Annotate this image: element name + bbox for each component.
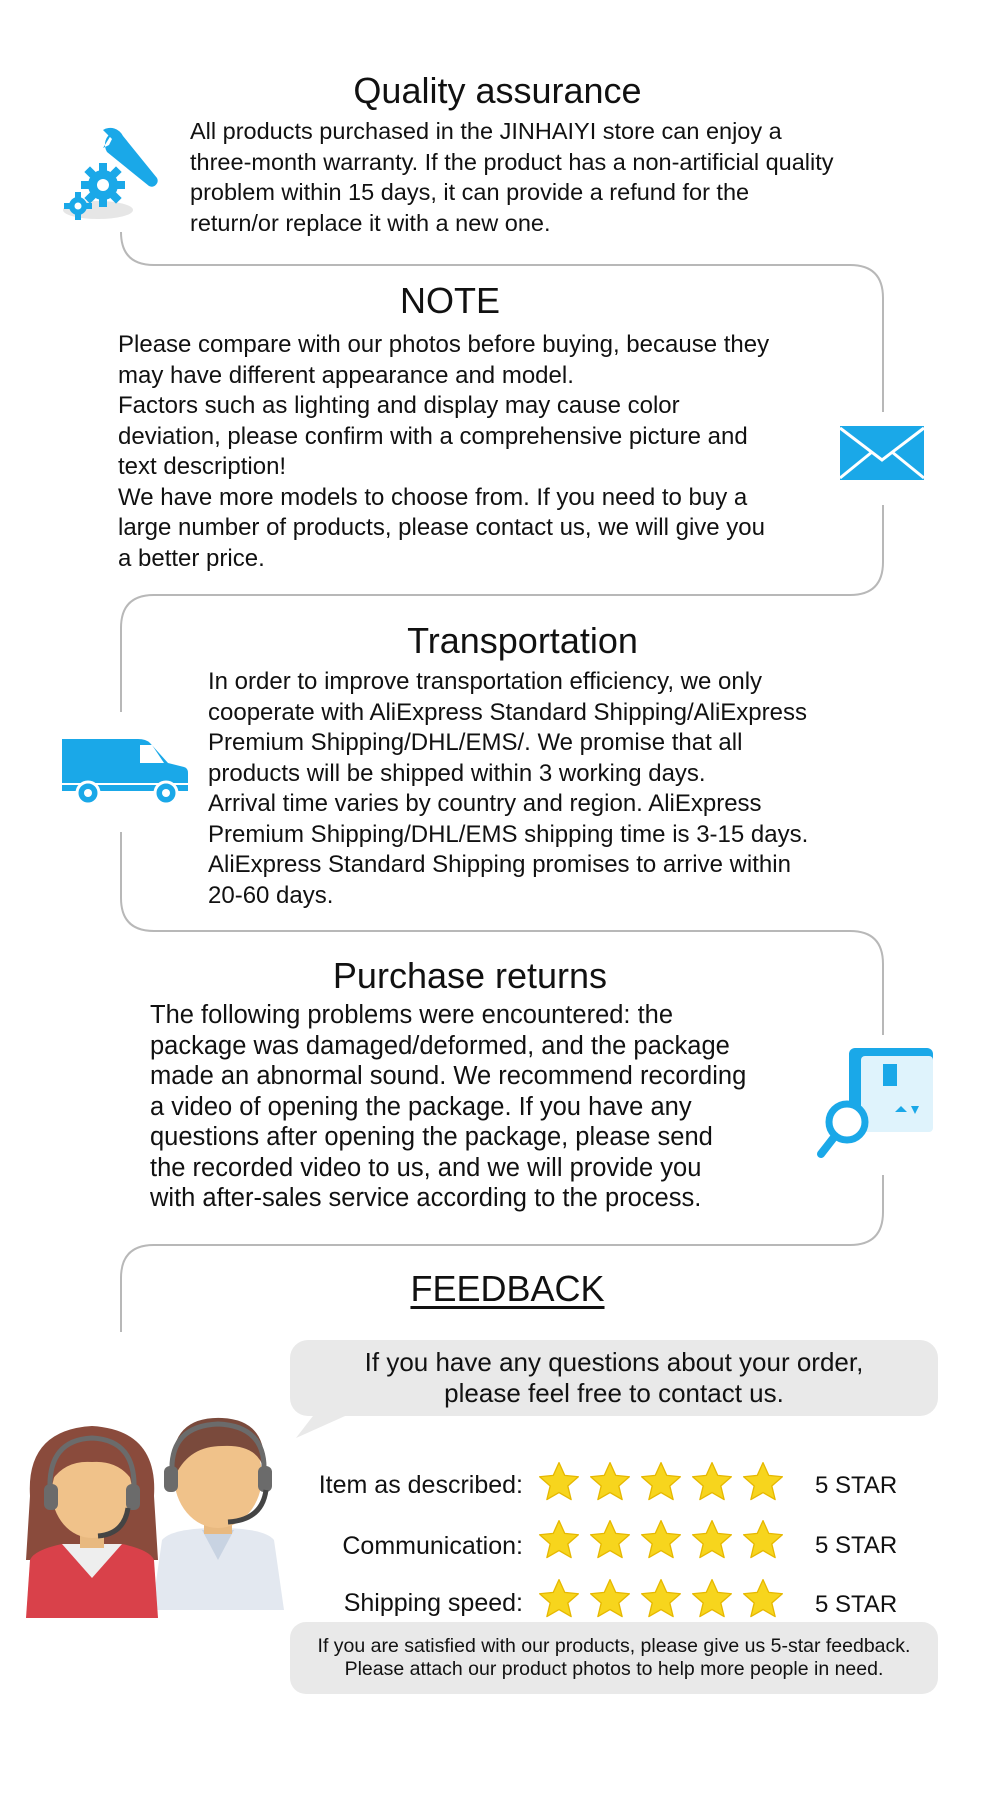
transportation-text: In order to improve transportation efficiency, we only cooperate with AliExpress Standard Shipping/AliExpress Premium Shipping/DHL/EMS/. We promise that all products will be shipped within 3 working days. Arrival time varies by country and region. AliExpress Premium Shipping/DHL/EMS shipping time is 3-15 days. AliExpress Standard Shipping promises to arrive within 20-60 days. [208,668,809,909]
bubble-tail [296,1410,356,1440]
rating-stars-communication [537,1518,792,1566]
star-icon [741,1577,785,1621]
star-icon [741,1518,785,1562]
package-search-icon [815,1040,945,1170]
star-icon [741,1460,785,1504]
rating-stars-item [537,1460,792,1508]
returns-title: Purchase returns [332,955,608,996]
envelope-icon [836,422,928,484]
quality-text: All products purchased in the JINHAIYI store can enjoy a three-month warranty. If the product has a non-artificial quality problem within 15 days, it can provide a refund for the return/or replace it with a new one. [190,118,834,236]
transportation-title: Transportation [407,620,638,661]
returns-text: The following problems were encountered: the package was damaged/deformed, and the package made an abnormal sound. We recommend recording a video of opening the package. If you have any questions after opening the package, please send the recorded video to us, and we will provide you with after-sales service according to the process. [150,1001,747,1212]
star-icon [639,1518,683,1562]
star-icon [639,1577,683,1621]
rating-value-communication: 5 STAR [815,1532,898,1559]
star-icon [588,1518,632,1562]
star-icon [690,1460,734,1504]
star-icon [537,1577,581,1621]
star-icon [588,1460,632,1504]
customer-service-agents-icon [22,1410,294,1620]
star-icon [690,1518,734,1562]
note-text: Please compare with our photos before buying, because they may have different appearance and model. Factors such as lighting and display may cause color deviation, please confirm with a comprehensive picture and text description! We have more models to choose from. If you need to buy a large number of products, please contact us, we will give you a better price. [118,331,770,572]
star-icon [537,1460,581,1504]
quality-title: Quality assurance [353,70,642,111]
rating-label-shipping: Shipping speed: [343,1589,523,1617]
star-icon [639,1460,683,1504]
rating-stars-shipping [537,1577,792,1625]
feedback-request-box [290,1622,938,1694]
note-title: NOTE [399,280,500,321]
rating-value-item: 5 STAR [815,1472,898,1499]
contact-speech-bubble [290,1340,938,1416]
contact-bubble-text: If you have any questions about your order, please feel free to contact us. [364,1347,864,1408]
feedback-request-line-2: Please attach our product photos to help more people in need. [344,1658,884,1680]
feedback-title: FEEDBACK [410,1268,605,1309]
rating-label-item: Item as described: [318,1471,523,1499]
star-icon [588,1577,632,1621]
feedback-request-line-1: If you are satisfied with our products, please give us 5-star feedback. [317,1635,911,1657]
gears-wrench-icon [58,122,168,232]
delivery-van-icon [60,735,190,805]
star-icon [537,1518,581,1562]
rating-value-shipping: 5 STAR [815,1591,898,1618]
star-icon [690,1577,734,1621]
rating-label-communication: Communication: [342,1532,523,1560]
